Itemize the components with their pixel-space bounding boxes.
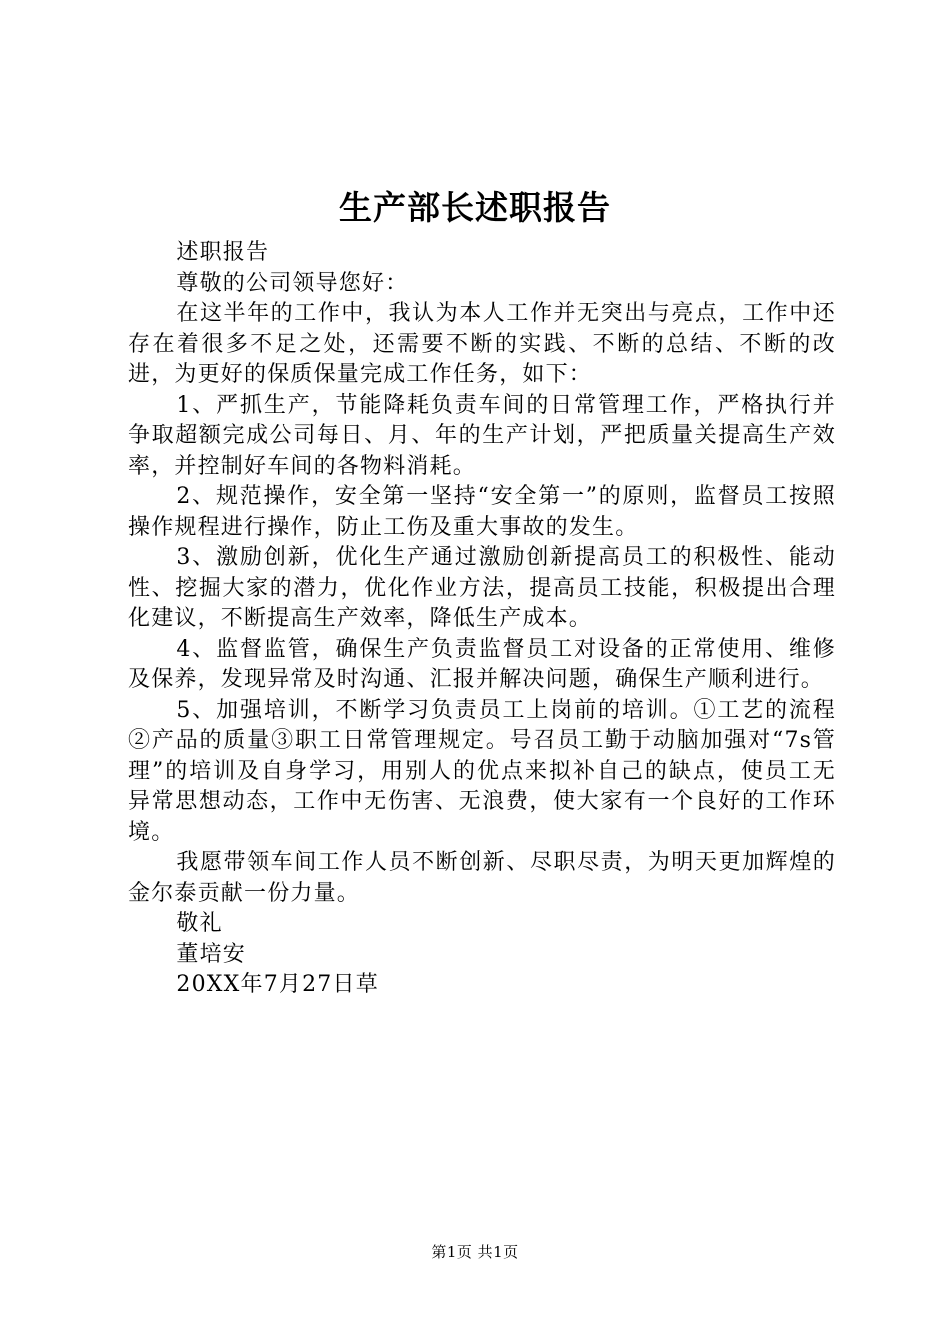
- heading-line: 述职报告: [176, 240, 270, 265]
- closing-paragraph: 我愿带领车间工作人员不断创新、尽职尽责，为明天更加辉煌的金尔泰贡献一份力量。: [128, 850, 836, 906]
- document-body: [128, 238, 836, 1001]
- page-footer: 第1页 共1页: [431, 1243, 519, 1261]
- document-title: 生产部长述职报告: [339, 188, 611, 227]
- item-paragraph-1: 1、严抓生产，节能降耗负责车间的日常管理工作，严格执行并争取超额完成公司每日、月、年的生产计划，严把质量关提高生产效率，并控制好车间的各物料消耗。: [128, 392, 836, 479]
- item-paragraph-5: 5、加强培训，不断学习负责员工上岗前的培训。①工艺的流程②产品的质量③职工日常管理规定。号召员工勤于动脑加强对“7s管理”的培训及自身学习，用别人的优点来拟补自己的缺点，使员工无异常思想动态，工作中无伤害、无浪费，使大家有一个良好的工作环境。: [128, 697, 836, 845]
- regards-line: 敬礼: [176, 911, 223, 936]
- intro-paragraph: 在这半年的工作中，我认为本人工作并无突出与亮点，工作中还存在着很多不足之处，还需要不断的实践、不断的总结、不断的改进，为更好的保质保量完成工作任务，如下：: [128, 301, 836, 387]
- signature-date: 20XX年7月27日草: [176, 972, 379, 997]
- signature-name: 董培安: [176, 941, 246, 967]
- salutation: 尊敬的公司领导您好：: [176, 270, 409, 296]
- item-paragraph-4: 4、监督监管，确保生产负责监督员工对设备的正常使用、维修及保养，发现异常及时沟通、汇报并解决问题，确保生产顺利进行。: [128, 636, 836, 692]
- item-paragraph-3: 3、激励创新，优化生产通过激励创新提高员工的积极性、能动性、挖掘大家的潜力，优化作业方法，提高员工技能，积极提出合理化建议，不断提高生产效率，降低生产成本。: [128, 545, 836, 631]
- item-paragraph-2: 2、规范操作，安全第一坚持“安全第一”的原则，监督员工按照操作规程进行操作，防止工伤及重大事故的发生。: [128, 484, 836, 540]
